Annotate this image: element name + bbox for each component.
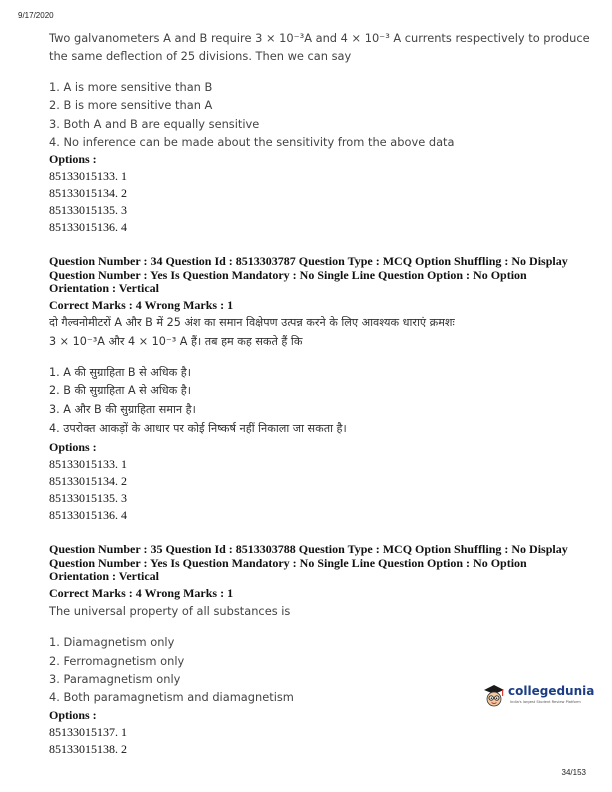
q34-choice-3: 3. A और B की सुग्राहिता समान है। (49, 403, 196, 416)
q35-option-2: 85133015138. 2 (49, 742, 127, 756)
q34-option-2: 85133015134. 2 (49, 474, 127, 488)
q33-option-3: 85133015135. 3 (49, 203, 127, 217)
q35-options-label: Options : (49, 708, 97, 722)
q34-stem-line1: दो गैल्वनोमीटरों A और B में 25 अंश का समान विक्षेपण उत्पन्न करने के लिए आवश्यक धाराएं क्रमशः (49, 316, 455, 329)
graduate-mascot-icon (481, 683, 507, 709)
logo-tagline: India's largest Student Review Platform (510, 700, 581, 704)
q33-choice-4: 4. No inference can be made about the sensitivity from the above data (49, 135, 455, 149)
q33-option-4: 85133015136. 4 (49, 220, 127, 234)
q35-marks: Correct Marks : 4 Wrong Marks : 1 (49, 586, 234, 600)
q34-meta: Question Number : 34 Question Id : 8513303787 Question Type : MCQ Option Shuffling : No Display Question Number : Yes Is Question Mandatory : No Single Line Question Option : No Option Orientation : Vertical (49, 254, 568, 295)
q35-choice-1: 1. Diamagnetism only (49, 635, 175, 649)
q35-meta: Question Number : 35 Question Id : 8513303788 Question Type : MCQ Option Shuffling : No Display Question Number : Yes Is Question Mandatory : No Single Line Question Option : No Option Orientation : Vertical (49, 542, 568, 583)
page-number: 34/153 (561, 768, 586, 777)
q33-option-2: 85133015134. 2 (49, 186, 127, 200)
logo-wordmark: collegedunia (508, 684, 595, 698)
q33-choice-3: 3. Both A and B are equally sensitive (49, 117, 260, 131)
q34-choice-2: 2. B की सुग्राहिता A से अधिक है। (49, 384, 191, 397)
q33-stem-line2: the same deflection of 25 divisions. Then we can say (49, 49, 352, 63)
q33-stem-line1: Two galvanometers A and B require 3 × 10⁻³A and 4 × 10⁻³ A currents respectively to produce (49, 31, 590, 45)
q34-marks: Correct Marks : 4 Wrong Marks : 1 (49, 298, 234, 312)
q35-option-1: 85133015137. 1 (49, 725, 127, 739)
q34-choice-4: 4. उपरोक्त आकड़ों के आधार पर कोई निष्कर्ष नहीं निकाला जा सकता है। (49, 422, 347, 435)
q34-stem-line2: 3 × 10⁻³A और 4 × 10⁻³ A हैं। तब हम कह सकते हैं कि (49, 335, 303, 348)
q35-stem: The universal property of all substances is (49, 604, 291, 618)
q34-option-1: 85133015133. 1 (49, 457, 127, 471)
q33-choice-1: 1. A is more sensitive than B (49, 80, 213, 94)
q35-choice-3: 3. Paramagnetism only (49, 672, 181, 686)
collegedunia-logo (481, 683, 595, 709)
print-date: 9/17/2020 (18, 11, 54, 20)
q35-choice-4: 4. Both paramagnetism and diamagnetism (49, 690, 294, 704)
q33-option-1: 85133015133. 1 (49, 169, 127, 183)
q33-choice-2: 2. B is more sensitive than A (49, 98, 213, 112)
q35-choice-2: 2. Ferromagnetism only (49, 654, 185, 668)
q34-option-4: 85133015136. 4 (49, 508, 127, 522)
q33-options-label: Options : (49, 152, 97, 166)
q34-options-label: Options : (49, 440, 97, 454)
q34-option-3: 85133015135. 3 (49, 491, 127, 505)
q34-choice-1: 1. A की सुग्राहिता B से अधिक है। (49, 366, 191, 379)
